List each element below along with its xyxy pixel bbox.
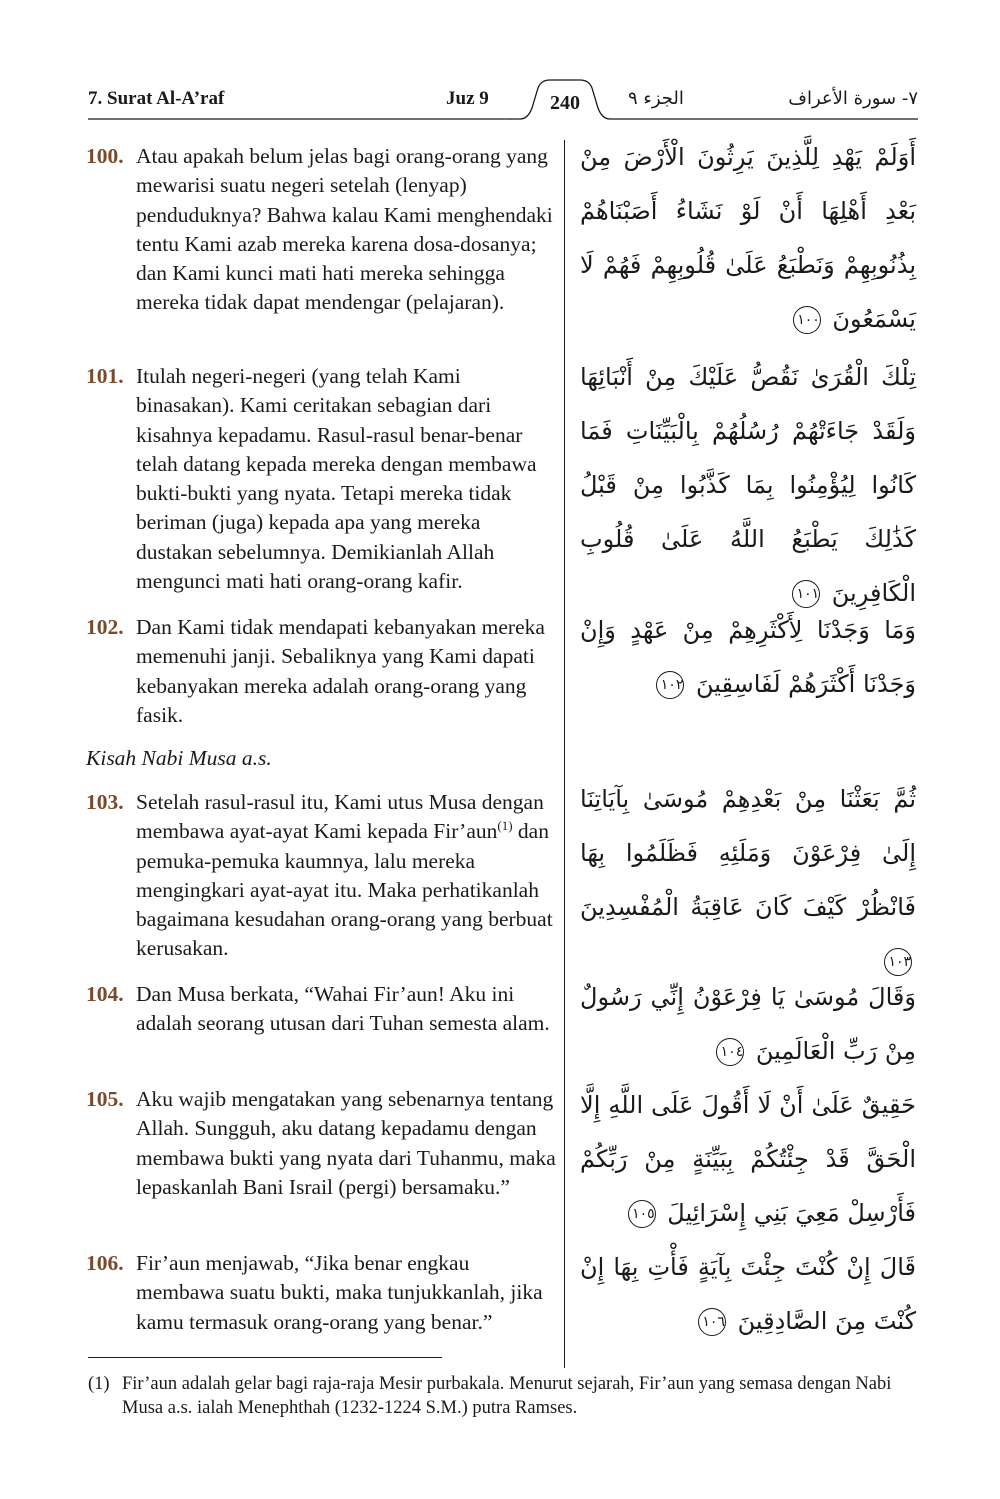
footnote-mark: (1) bbox=[88, 1374, 110, 1394]
juz-label-latin: Juz 9 bbox=[446, 88, 489, 109]
verse-number: 103. bbox=[86, 790, 124, 814]
footnote bbox=[88, 1372, 918, 1420]
arabic-verse-105 bbox=[580, 1078, 916, 1240]
header-rule bbox=[88, 118, 918, 120]
verse-number: 102. bbox=[86, 615, 124, 639]
ayah-number-marker: ١٠٦ bbox=[698, 1308, 726, 1336]
section-heading: Kisah Nabi Musa a.s. bbox=[86, 746, 272, 770]
arabic-text: وَقَالَ مُوسَىٰ يَا فِرْعَوْنُ إِنِّي رَسُولٌ مِنْ رَبِّ الْعَالَمِينَ bbox=[580, 983, 916, 1065]
verse-number: 101. bbox=[86, 364, 124, 388]
verse-101 bbox=[86, 362, 562, 596]
footnote-reference[interactable]: (1) bbox=[497, 818, 513, 834]
juz-label-arabic: الجزء ٩ bbox=[628, 88, 684, 109]
arabic-text: وَمَا وَجَدْنَا لِأَكْثَرِهِمْ مِنْ عَهْدٍ وَإِنْ وَجَدْنَا أَكْثَرَهُمْ لَفَاسِقِينَ bbox=[580, 616, 916, 698]
verse-105 bbox=[86, 1085, 562, 1202]
ayah-number-marker: ١٠١ bbox=[792, 580, 820, 608]
arabic-verse-104 bbox=[580, 970, 916, 1078]
ayah-number-marker: ١٠٣ bbox=[884, 948, 912, 976]
verse-text: Itulah negeri-negeri (yang telah Kami binasakan). Kami ceritakan sebagian dari kisahnya kepadamu. Rasul-rasul benar-benar telah datang kepada mereka dengan membawa bukti-bukti yang nyata. Tetapi mereka tidak beriman (juga) kepada apa yang mereka dustakan sebelumnya. Demikianlah Allah mengunci mati hati orang-orang kafir. bbox=[136, 364, 537, 594]
ayah-number-marker: ١٠٠ bbox=[793, 306, 821, 334]
verse-text: Atau apakah belum jelas bagi orang-orang yang mewarisi suatu negeri setelah (lenyap) penduduknya? Bahwa kalau Kami menghendaki tentu Kami azab mereka karena dosa-dosanya; dan Kami kunci mati hati mereka sehingga mereka tidak dapat mendengar (pelajaran). bbox=[136, 144, 553, 315]
ayah-number-marker: ١٠٤ bbox=[716, 1038, 744, 1066]
arabic-verse-106 bbox=[580, 1240, 916, 1348]
surah-title-arabic: ٧- سورة الأعراف bbox=[788, 88, 918, 109]
arabic-text: حَقِيقٌ عَلَىٰ أَنْ لَا أَقُولَ عَلَى اللَّهِ إِلَّا الْحَقَّ قَدْ جِئْتُكُمْ بِبَيِّنَةٍ مِنْ رَبِّكُمْ فَأَرْسِلْ مَعِيَ بَنِي إِسْرَائِيلَ bbox=[580, 1091, 916, 1227]
verse-text-part: Setelah rasul-rasul itu, Kami utus Musa dengan membawa ayat-ayat Kami kepada Fir’aun bbox=[136, 790, 544, 844]
ayah-number-marker: ١٠٥ bbox=[628, 1200, 656, 1228]
verse-number: 106. bbox=[86, 1251, 124, 1275]
verse-number: 104. bbox=[86, 982, 124, 1006]
verse-text: Aku wajib mengatakan yang sebenarnya tentang Allah. Sungguh, aku datang kepadamu dengan membawa bukti yang nyata dari Tuhanmu, maka lepaskanlah Bani Israil (pergi) bersamaku.” bbox=[136, 1087, 556, 1199]
verse-100 bbox=[86, 142, 562, 318]
verse-text: Fir’aun menjawab, “Jika benar engkau membawa suatu bukti, maka tunjukkanlah, jika kamu termasuk orang-orang yang benar.” bbox=[136, 1251, 543, 1334]
footnote-text: Fir’aun adalah gelar bagi raja-raja Mesir purbakala. Menurut sejarah, Fir’aun yang semasa dengan Nabi Musa a.s. ialah Menephthah (1232-1224 S.M.) putra Ramses. bbox=[122, 1374, 892, 1418]
surah-title-latin: 7. Surat Al-A’raf bbox=[88, 88, 225, 109]
arabic-verse-102 bbox=[580, 603, 916, 711]
arabic-verse-100 bbox=[580, 130, 916, 346]
footnote-rule bbox=[88, 1357, 442, 1358]
arabic-text: تِلْكَ الْقُرَىٰ نَقُصُّ عَلَيْكَ مِنْ أَنْبَائِهَا وَلَقَدْ جَاءَتْهُمْ رُسُلُهُمْ بِالْبَيِّنَاتِ فَمَا كَانُوا لِيُؤْمِنُوا بِمَا كَذَّبُوا مِنْ قَبْلُ كَذَٰلِكَ يَطْبَعُ اللَّهُ عَلَىٰ قُلُوبِ الْكَافِرِينَ bbox=[580, 363, 916, 607]
verse-text-part: dan pemuka-pemuka kaumnya, lalu mereka mengingkari ayat-ayat itu. Maka perhatikanlah bagaimana kesudahan orang-orang yang berbuat kerusakan. bbox=[136, 819, 553, 961]
arabic-verse-103 bbox=[580, 772, 916, 988]
arabic-text: قَالَ إِنْ كُنْتَ جِئْتَ بِآيَةٍ فَأْتِ بِهَا إِنْ كُنْتَ مِنَ الصَّادِقِينَ bbox=[580, 1253, 916, 1335]
verse-text: Dan Musa berkata, “Wahai Fir’aun! Aku ini adalah seorang utusan dari Tuhan semesta alam. bbox=[136, 982, 550, 1036]
verse-102 bbox=[86, 613, 562, 730]
verse-number: 100. bbox=[86, 144, 124, 168]
verse-text: Dan Kami tidak mendapati kebanyakan mereka memenuhi janji. Sebaliknya yang Kami dapati kebanyakan mereka adalah orang-orang yang fasik. bbox=[136, 615, 545, 727]
column-divider bbox=[564, 140, 565, 1368]
verse-106 bbox=[86, 1249, 562, 1337]
arabic-text: ثُمَّ بَعَثْنَا مِنْ بَعْدِهِمْ مُوسَىٰ بِآيَاتِنَا إِلَىٰ فِرْعَوْنَ وَمَلَئِهِ فَظَلَمُوا بِهَا فَانْظُرْ كَيْفَ كَانَ عَاقِبَةُ الْمُفْسِدِينَ bbox=[580, 785, 916, 921]
ayah-number-marker: ١٠٢ bbox=[656, 671, 684, 699]
verse-104 bbox=[86, 980, 562, 1039]
arabic-text: أَوَلَمْ يَهْدِ لِلَّذِينَ يَرِثُونَ الْأَرْضَ مِنْ بَعْدِ أَهْلِهَا أَنْ لَوْ نَشَاءُ أَصَبْنَاهُمْ بِذُنُوبِهِمْ وَنَطْبَعُ عَلَىٰ قُلُوبِهِمْ فَهُمْ لَا يَسْمَعُونَ bbox=[580, 143, 916, 333]
arabic-verse-101 bbox=[580, 350, 916, 620]
verse-text bbox=[136, 788, 562, 964]
verse-number: 105. bbox=[86, 1087, 124, 1111]
page-number: 240 bbox=[550, 92, 580, 114]
verse-103 bbox=[86, 788, 562, 964]
